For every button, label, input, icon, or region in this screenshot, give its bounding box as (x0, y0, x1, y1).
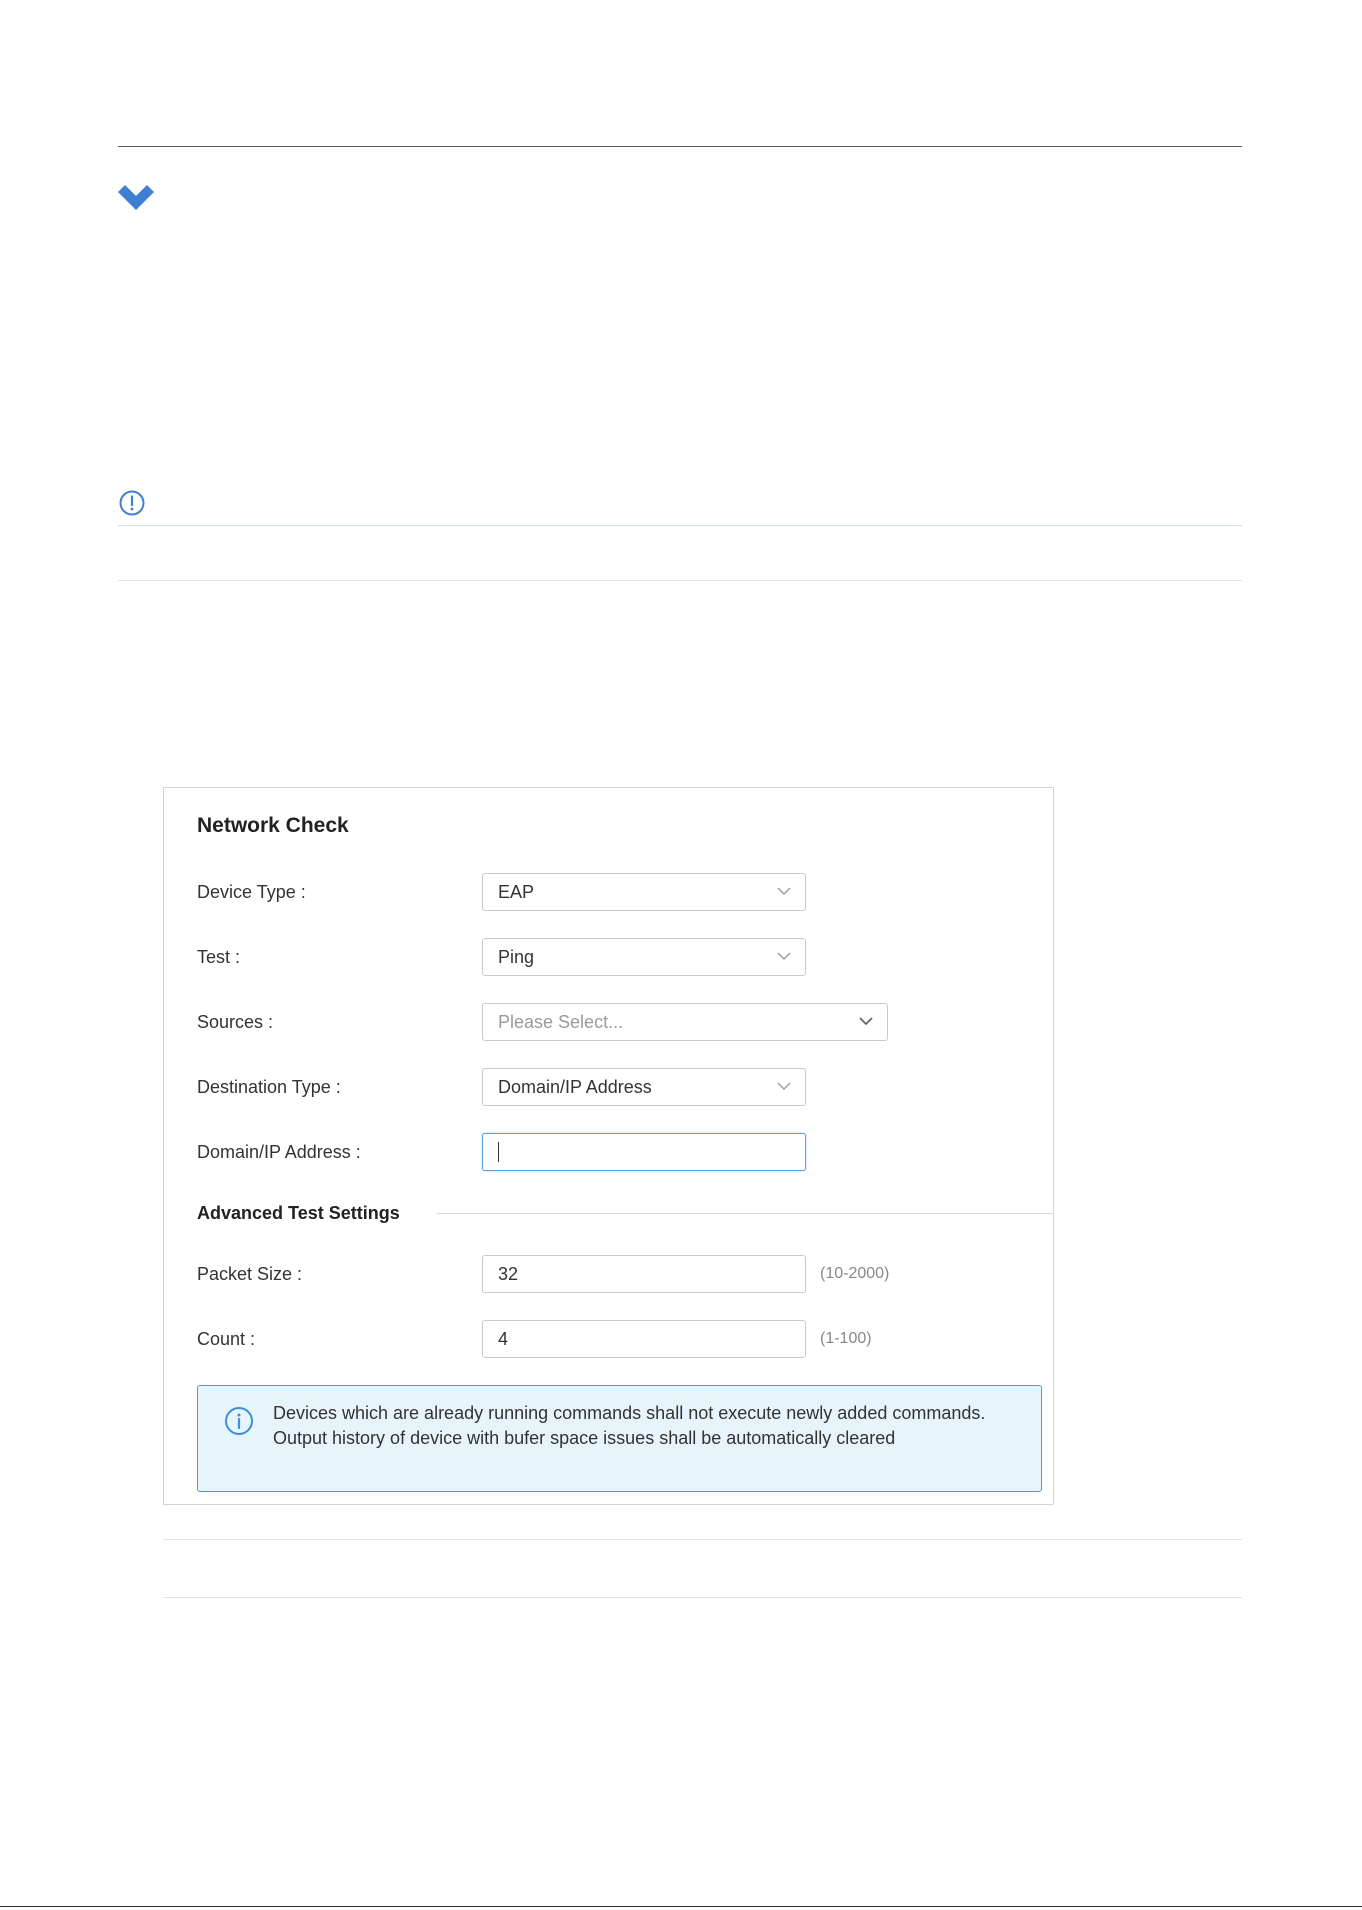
test-value: Ping (498, 947, 535, 967)
packet-size-input[interactable] (482, 1255, 806, 1293)
chevron-down-icon[interactable] (118, 185, 154, 211)
bottom-divider-1 (163, 1539, 1242, 1540)
note-divider-top (118, 525, 1242, 526)
footer-divider (0, 1906, 1362, 1907)
info-notice (197, 1385, 1042, 1492)
sources-select[interactable] (482, 1003, 888, 1041)
count-input[interactable] (482, 1320, 806, 1358)
packet-size-range: (10-2000) (820, 1265, 890, 1282)
destination-type-value: Domain/IP Address (498, 1077, 652, 1097)
device-type-value: EAP (498, 882, 535, 902)
destination-type-select[interactable] (482, 1068, 806, 1106)
info-circle-icon (224, 1406, 254, 1436)
device-type-label: Device Type : (197, 882, 306, 902)
domain-ip-input[interactable] (482, 1133, 806, 1171)
sources-placeholder: Please Select... (498, 1012, 624, 1032)
bottom-divider-2 (163, 1597, 1242, 1598)
sources-label: Sources : (197, 1012, 274, 1032)
advanced-settings-title: Advanced Test Settings (197, 1203, 400, 1223)
warning-circle-icon (118, 489, 146, 517)
device-type-select[interactable] (482, 873, 806, 911)
test-label: Test : (197, 947, 241, 967)
note-divider-bottom (118, 580, 1242, 581)
packet-size-label: Packet Size : (197, 1264, 303, 1284)
count-range: (1-100) (820, 1330, 872, 1347)
dropdown-arrow-icon (777, 1082, 791, 1091)
domain-ip-label: Domain/IP Address : (197, 1142, 361, 1162)
panel-title: Network Check (197, 814, 349, 837)
count-value: 4 (498, 1329, 509, 1349)
count-label: Count : (197, 1329, 256, 1349)
network-check-panel (163, 787, 1054, 1505)
advanced-settings-divider (437, 1213, 1053, 1214)
dropdown-arrow-icon (859, 1017, 873, 1026)
top-divider (118, 146, 1242, 147)
dropdown-arrow-icon (777, 887, 791, 896)
text-cursor (498, 1142, 499, 1162)
destination-type-label: Destination Type : (197, 1077, 341, 1097)
info-notice-text: Devices which are already running commands shall not execute newly added commands. Output history of device with bufer space issues shall be automatically cleared (273, 1403, 986, 1448)
packet-size-value: 32 (498, 1264, 519, 1284)
dropdown-arrow-icon (777, 952, 791, 961)
test-select[interactable] (482, 938, 806, 976)
